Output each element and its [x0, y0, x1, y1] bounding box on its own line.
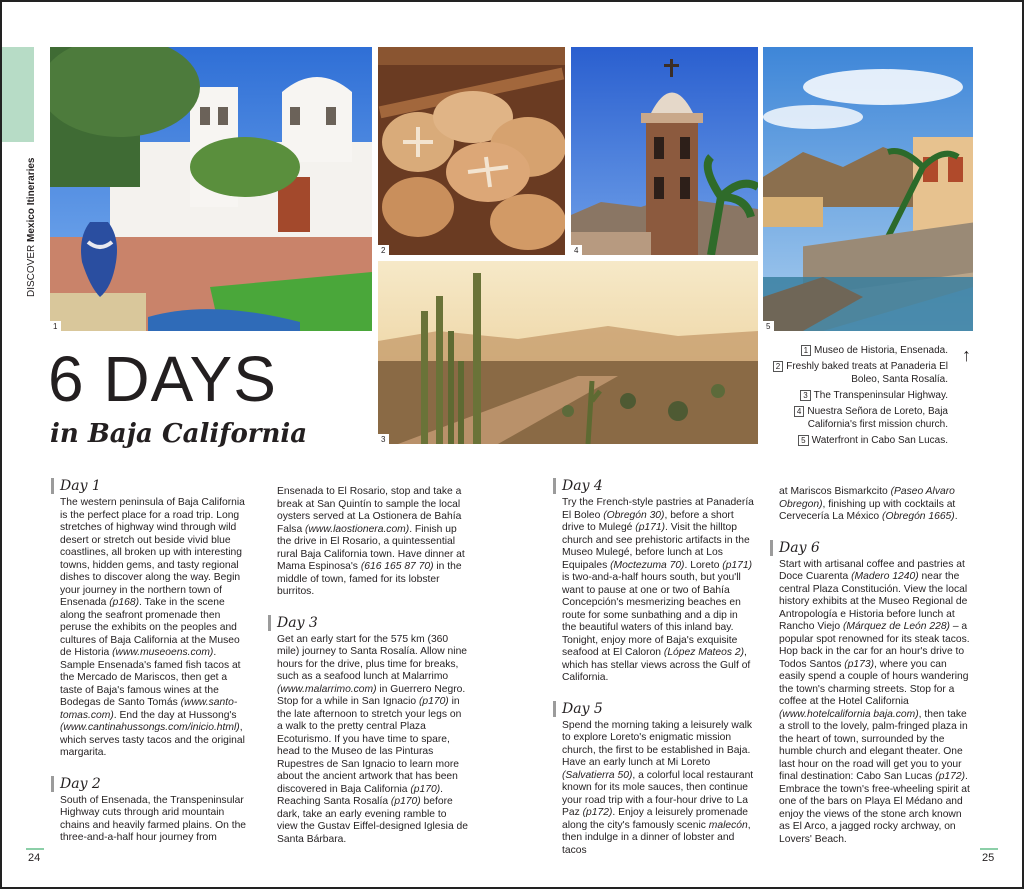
photo-church — [571, 47, 758, 255]
text-run: . End the day at Hussong's — [113, 709, 237, 721]
address-ref: (Obregón 1665) — [882, 511, 955, 522]
caption-number: 3 — [800, 390, 810, 401]
page-ref: (p170) — [390, 796, 421, 807]
caption-item — [758, 360, 948, 386]
website-ref: (www.santo-tomas.com) — [60, 697, 238, 721]
text-run: in the middle of town, famed for its lobster burritos. — [277, 561, 462, 597]
folio-rule-right — [980, 848, 998, 850]
text-run: , which has stellar views across the Gulf of California. — [562, 647, 751, 683]
address-ref: (Moctezuma 70) — [610, 559, 685, 571]
arrow-up-icon: ↑ — [962, 345, 971, 365]
caption-number: 4 — [794, 406, 804, 417]
photo-number: 1 — [50, 321, 61, 331]
photo-waterfront — [763, 47, 973, 331]
page-number-left: 24 — [28, 852, 41, 864]
text-run: , then indulge in a dinner of lobster and tacos — [562, 819, 751, 856]
caption-number: 1 — [801, 345, 811, 356]
page-number-right: 25 — [982, 852, 995, 864]
caption-item — [758, 344, 948, 357]
page-ref: (p171) — [722, 559, 753, 571]
caption-text: Museo de Historia, Ensenada. — [814, 345, 948, 356]
day-5-text — [562, 720, 754, 858]
text-run: . Loreto — [684, 559, 723, 571]
italic-term: malecón — [708, 819, 748, 831]
page-ref: (p170) — [418, 696, 449, 707]
website-ref: (www.malarrimo.com) — [277, 683, 377, 695]
caption-item — [758, 434, 948, 447]
text-column-3 — [562, 478, 754, 857]
day-1-heading: Day 1 — [51, 478, 252, 494]
day-6-heading: Day 6 — [770, 540, 971, 556]
text-run: , which serves tasty tacos and the original margarita. — [60, 722, 245, 758]
caption-number: 5 — [798, 435, 808, 446]
day-3-text — [277, 634, 469, 847]
website-ref: (www.museoens.com) — [112, 647, 214, 658]
text-run: . Take in the scene along the seafront promenade then peruse the exhibits on the peoples and cultures of Baja California at the Museo de Historia — [60, 597, 240, 658]
address-ref: (Márquez de León 228) — [842, 621, 950, 632]
photo-pastries — [378, 47, 565, 255]
text-run: Start with artisanal coffee and pastries at Doce Cuarenta — [779, 558, 965, 582]
page-ref: (p170) — [410, 783, 441, 795]
day-1-text — [60, 497, 252, 760]
text-run: The western peninsula of Baja California is the perfect place for a road trip. Long stretches of highway wind through wild desert or stretch out beside vivid blue coastlines, all broken up with interesting towns, hidden gems, and tasty regional dishes to discover along the way. Begin your journey in the northern town of Ensenada — [60, 497, 245, 608]
page-ref: (p172) — [582, 807, 613, 818]
text-run: . Sample Ensenada's famed fish tacos at the Mercado de Mariscos, then get a taste of Baja's famous wines at the Bodegas de Santo Tomás — [60, 647, 241, 708]
text-run: , finishing up with cocktails at Cervecería La México — [779, 498, 956, 522]
text-run: . Enjoy a leisurely promenade along the city's famously scenic — [562, 807, 749, 831]
day-2-heading: Day 2 — [51, 776, 252, 792]
text-run: Try the French-style pastries at Panadería El Boleo — [562, 497, 754, 521]
section-name: DISCOVER — [26, 244, 37, 297]
page-ref: (p172) — [935, 771, 966, 782]
text-run: is two-and-a-half hours south, but you'll want to pause at one or two of Bahía Concepción's mesmerizing beaches en route for some sunbathing and a dip in the beautiful waters of this inland bay. Tonight, enjoy more of Baja's exquisite seafood at El Caloron — [562, 572, 741, 658]
text-column-4 — [779, 486, 971, 846]
text-run: . Visit the hilltop church and see prehistoric artifacts in the Museo Mulegé, before lunch at Los Equipales — [562, 522, 750, 571]
text-run: , then take a stroll to the lovely, palm-fringed plaza in the heart of town, surrounded by the humble church and elegant theater. One last hour on the road will get you to your final destination: Cabo San Lucas — [779, 708, 968, 782]
caption-number: 2 — [773, 361, 783, 372]
text-run: in Guerrero Negro. Stop for a while in San Ignacio — [277, 683, 466, 707]
chapter-tab — [2, 47, 34, 142]
page-ref: (p173) — [844, 658, 875, 670]
day-2-text-cont — [277, 486, 469, 599]
day-5-text-cont — [779, 486, 971, 524]
day-2-text: South of Ensenada, the Transpeninsular Highway cuts through arid mountain chains and heavily farmed plains. On the three-and-a-half hour journey from — [60, 794, 247, 843]
text-run: , a colorful local restaurant known for its mole sauces, then continue your road trip with a four-hour drive to La Paz — [562, 769, 754, 818]
photo-number: 2 — [378, 245, 389, 255]
day-3-heading: Day 3 — [268, 615, 469, 631]
photo-captions — [758, 344, 948, 450]
website-ref: (www.laostionera.com) — [305, 523, 410, 535]
chapter-name: Mexico Itineraries — [26, 157, 37, 242]
caption-text: Nuestra Señora de Loreto, Baja California's first mission church. — [807, 406, 948, 430]
text-run: . Reaching Santa Rosalía — [277, 783, 443, 807]
text-column-1 — [60, 478, 252, 845]
address-ref: (Obregón 30) — [603, 509, 665, 521]
caption-text: Freshly baked treats at Panaderia El Boleo, Santa Rosalía. — [786, 361, 948, 385]
page-ref: (p168) — [109, 597, 140, 608]
day-4-text — [562, 497, 754, 685]
text-run: , before a short drive to Mulegé — [562, 509, 734, 533]
website-ref: (www.cantinahussongs.com/inicio.html) — [60, 722, 240, 733]
caption-item — [758, 389, 948, 402]
day-6-text — [779, 559, 971, 847]
text-run: Get an early start for the 575 km (360 mile) journey to Santa Rosalía. Allow nine hours for the drive, plus time for breaks, such as a seafood lunch at Malarrimo — [277, 633, 468, 682]
section-label — [26, 158, 37, 298]
address-ref: (Madero 1240) — [851, 571, 919, 582]
caption-text: The Transpeninsular Highway. — [813, 390, 948, 401]
page-ref: (p171) — [635, 522, 666, 533]
text-run: , where you can easily spend a couple of hours wandering the town's charming streets. Stop for a coffee at the Hotel California — [779, 658, 969, 707]
day-4-heading: Day 4 — [553, 478, 754, 494]
address-ref: (Paseo Alvaro Obregon) — [779, 486, 955, 510]
address-ref: (Salvatierra 50) — [562, 769, 633, 781]
photo-number: 5 — [763, 321, 774, 331]
page-title: 6 DAYS — [48, 343, 277, 415]
caption-item — [758, 405, 948, 431]
text-run: in the late afternoon to stretch your legs on a walk to the pretty central Plaza Ecoturismo. If you have time to spare, head to the Museo de las Pinturas Rupestres de San Ignacio to learn more about the ancient artwork that has been discovered in Baja California — [277, 696, 462, 795]
text-run: . Finish up the drive in El Rosario, a quintessential rural Baja California town. Have dinner at Mama Espinosa's — [277, 523, 465, 572]
folio-rule-left — [26, 848, 44, 850]
text-run: . Embrace the town's free-wheeling spirit at one of the bars on Playa El Médano and enjoy the views of the stone arch known as El Arco, a jagged rocky archway, on Lovers' Beach. — [779, 771, 970, 845]
phone-ref: (616 165 87 70) — [360, 561, 434, 572]
page-subtitle: in Baja California — [50, 419, 308, 449]
photo-desert — [378, 261, 758, 444]
text-run: Spend the morning taking a leisurely walk to explore Loreto's enigmatic mission church, the first to be established in Baja. Have an early lunch at Mi Loreto — [562, 719, 753, 768]
text-run: near the central Plaza Constitución. View the local history exhibits at the Museo Regional de Antropología e Historia before lunch at Rancho Viejo — [779, 571, 968, 632]
photo-number: 4 — [571, 245, 582, 255]
address-ref: (López Mateos 2) — [663, 647, 745, 658]
website-ref: (www.hotelcalifornia baja.com) — [779, 708, 919, 720]
text-run: at Mariscos Bismarkcito — [779, 486, 891, 497]
caption-text: Waterfront in Cabo San Lucas. — [811, 435, 948, 446]
photo-museum — [50, 47, 372, 331]
text-run: . — [954, 511, 958, 522]
text-run: before dark, take an early evening ramble to view the Gustav Eiffel-designed Iglesia de Santa Bárbara. — [277, 796, 468, 845]
text-run: Ensenada to El Rosario, stop and take a break at San Quintín to sample the local oysters served at La Ostionera de Bahía Falsa — [277, 486, 462, 535]
text-column-2 — [277, 486, 469, 846]
day-5-heading: Day 5 — [553, 701, 754, 717]
text-run: – a popular spot renowned for its steak tacos. Hop back in the car for an hour's drive to Todos Santos — [779, 621, 970, 670]
photo-number: 3 — [378, 434, 389, 444]
